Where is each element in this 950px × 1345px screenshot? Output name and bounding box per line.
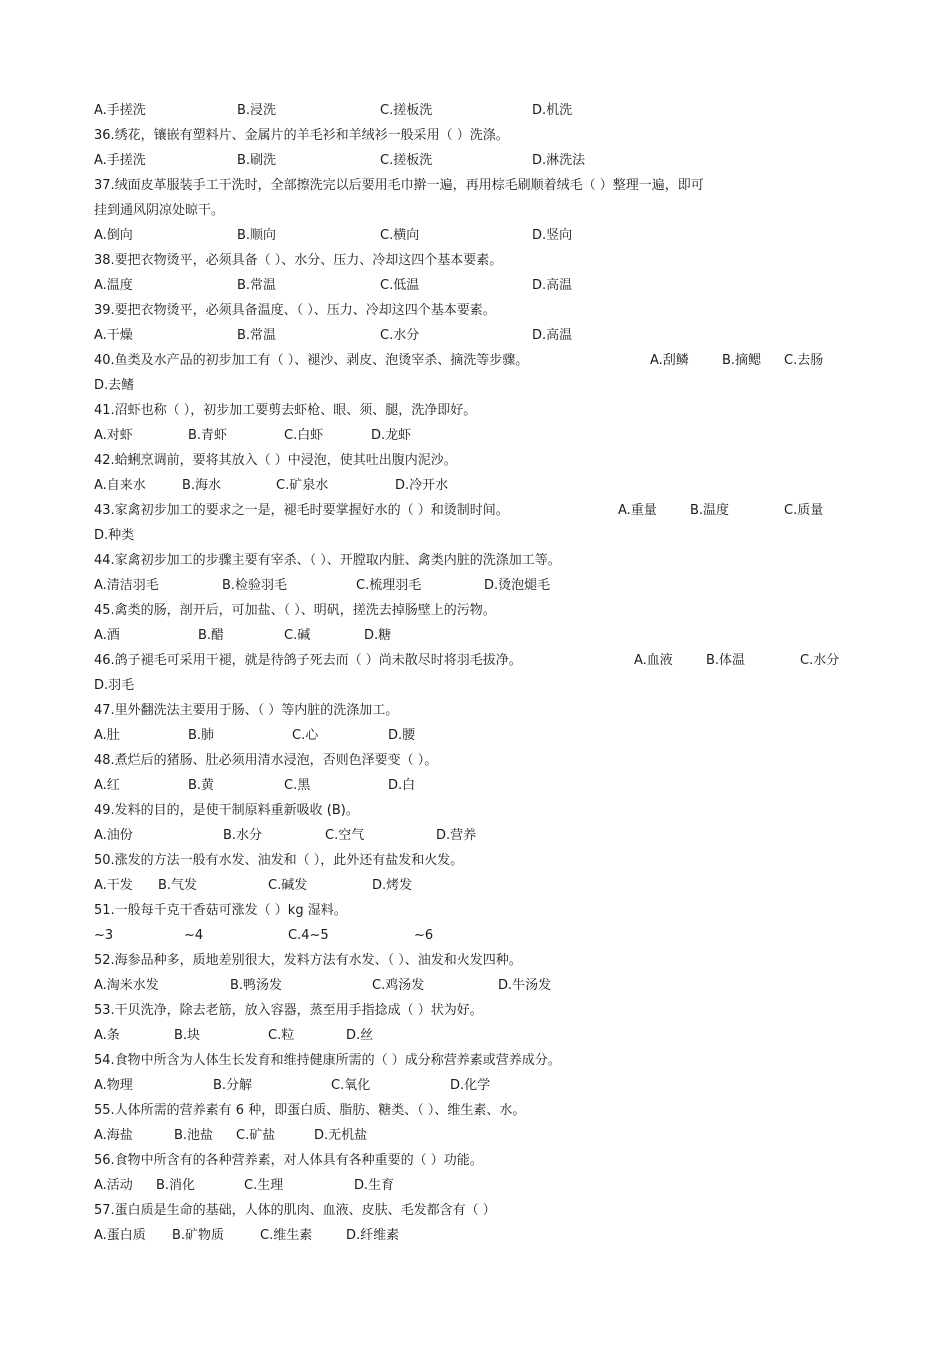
answer-option: C.搓板洗: [380, 153, 433, 168]
answer-option: C.梳理羽毛: [356, 578, 422, 593]
answer-option: C.矿盐: [236, 1128, 276, 1143]
question-text: 44.家禽初步加工的步骤主要有宰杀、（ ）、开膛取内脏、禽类内脏的洗涤加工等。: [94, 553, 561, 568]
options-row: [94, 1223, 854, 1248]
answer-option: D.去鳍: [94, 378, 135, 393]
answer-option: D.冷开水: [395, 478, 449, 493]
options-row: [94, 323, 854, 348]
options-row: [94, 623, 854, 648]
answer-option: D.淋洗法: [532, 153, 586, 168]
options-row: [94, 1173, 854, 1198]
answer-option: C.水分: [380, 328, 420, 343]
question-line: [94, 1198, 854, 1223]
answer-option: C.生理: [244, 1178, 284, 1193]
question-text: 56.食物中所含有的各种营养素，对人体具有各种重要的（ ）功能。: [94, 1153, 483, 1168]
options-row: [94, 148, 854, 173]
options-row: [94, 373, 854, 398]
options-row: [94, 973, 854, 998]
question-text: 40.鱼类及水产品的初步加工有（ ）、褪沙、剥皮、泡烫宰杀、摘洗等步骤。: [94, 353, 529, 368]
options-row: [94, 223, 854, 248]
question-line: [94, 498, 854, 523]
answer-option: D.腰: [388, 728, 416, 743]
options-row: [94, 273, 854, 298]
question-text: 46.鸽子褪毛可采用干褪，就是待鸽子死去而（ ）尚未散尽时将羽毛拔净。: [94, 653, 522, 668]
question-line: [94, 1148, 854, 1173]
answer-option: D.白: [388, 778, 416, 793]
answer-option: A.手搓洗: [94, 103, 146, 118]
answer-option: B.海水: [182, 478, 222, 493]
question-line: [94, 198, 854, 223]
answer-option: C.氧化: [331, 1078, 371, 1093]
answer-option: D.营养: [436, 828, 477, 843]
answer-option: B.气发: [158, 878, 198, 893]
question-text: 51.一般每千克干香菇可涨发（ ）kg 湿料。: [94, 903, 347, 918]
answer-option: B.浸洗: [237, 103, 277, 118]
answer-option: A.对虾: [94, 428, 133, 443]
answer-option: C.粒: [268, 1028, 295, 1043]
answer-option: D.高温: [532, 328, 573, 343]
answer-option: D.烫泡煺毛: [484, 578, 551, 593]
answer-option: D.机洗: [532, 103, 573, 118]
options-row: [94, 1073, 854, 1098]
answer-option: B.消化: [156, 1178, 196, 1193]
answer-option: B.温度: [690, 503, 730, 518]
question-text: 47.里外翻洗法主要用于肠、（ ）等内脏的洗涤加工。: [94, 703, 399, 718]
answer-option: C.水分: [800, 653, 840, 668]
answer-option: D.竖向: [532, 228, 573, 243]
question-text: 42.蛤蜊烹调前，要将其放入（ ）中浸泡，使其吐出腹内泥沙。: [94, 453, 457, 468]
answer-option: D.糖: [364, 628, 392, 643]
answer-option: A.自来水: [94, 478, 146, 493]
answer-option: ~4: [184, 928, 204, 943]
options-row: [94, 523, 854, 548]
answer-option: C.黑: [284, 778, 311, 793]
options-row: [94, 98, 854, 123]
answer-option: D.丝: [346, 1028, 374, 1043]
answer-option: C.横向: [380, 228, 420, 243]
answer-option: D.化学: [450, 1078, 491, 1093]
question-text: 52.海参品种多，质地差别很大，发料方法有水发、（ ）、油发和火发四种。: [94, 953, 522, 968]
options-row: [94, 573, 854, 598]
options-row: [94, 473, 854, 498]
answer-option: B.醋: [198, 628, 225, 643]
answer-option: C.心: [292, 728, 319, 743]
question-line: [94, 898, 854, 923]
answer-option: C.去肠: [784, 353, 824, 368]
question-line: [94, 1098, 854, 1123]
answer-option: A.手搓洗: [94, 153, 146, 168]
question-text: 39.要把衣物烫平，必须具备温度、（ ）、压力、冷却这四个基本要素。: [94, 303, 496, 318]
answer-option: B.水分: [223, 828, 263, 843]
answer-option: A.条: [94, 1028, 120, 1043]
answer-option: A.清洁羽毛: [94, 578, 159, 593]
options-row: [94, 923, 854, 948]
question-line: [94, 173, 854, 198]
answer-option: B.池盐: [174, 1128, 214, 1143]
question-line: [94, 1048, 854, 1073]
answer-option: C.质量: [784, 503, 824, 518]
answer-option: D.烤发: [372, 878, 413, 893]
options-row: [94, 1123, 854, 1148]
options-row: [94, 773, 854, 798]
answer-option: D.纤维素: [346, 1228, 400, 1243]
question-line: [94, 598, 854, 623]
answer-option: B.块: [174, 1028, 201, 1043]
answer-option: A.倒向: [94, 228, 133, 243]
answer-option: B.刷洗: [237, 153, 277, 168]
question-text: 50.涨发的方法一般有水发、油发和（ ），此外还有盐发和火发。: [94, 853, 464, 868]
answer-option: A.红: [94, 778, 120, 793]
answer-option: B.体温: [706, 653, 746, 668]
question-text: 38.要把衣物烫平，必须具备（ ）、水分、压力、冷却这四个基本要素。: [94, 253, 503, 268]
answer-option: B.摘鳃: [722, 353, 762, 368]
options-row: [94, 423, 854, 448]
question-line: [94, 548, 854, 573]
question-text: 55.人体所需的营养素有 6 种，即蛋白质、脂肪、糖类、（ ）、维生素、水。: [94, 1103, 526, 1118]
question-text: 57.蛋白质是生命的基础，人体的肌肉、血液、皮肤、毛发都含有（ ）: [94, 1203, 496, 1218]
answer-option: A.酒: [94, 628, 120, 643]
exam-page: [94, 98, 854, 1248]
question-text: 45.禽类的肠，剖开后，可加盐、（ ）、明矾，搓洗去掉肠壁上的污物。: [94, 603, 496, 618]
answer-option: A.温度: [94, 278, 133, 293]
answer-option: B.黄: [188, 778, 215, 793]
question-line: [94, 998, 854, 1023]
question-line: [94, 248, 854, 273]
answer-option: D.龙虾: [371, 428, 412, 443]
question-line: [94, 748, 854, 773]
question-text: 49.发料的目的，是使干制原料重新吸收 (B)。: [94, 803, 359, 818]
answer-option: D.生育: [354, 1178, 395, 1193]
answer-option: A.活动: [94, 1178, 133, 1193]
answer-option: B.常温: [237, 328, 277, 343]
answer-option: A.血液: [634, 653, 673, 668]
answer-option: C.4~5: [288, 928, 329, 943]
question-line: [94, 648, 854, 673]
answer-option: A.淘米水发: [94, 978, 159, 993]
answer-option: B.顺向: [237, 228, 277, 243]
answer-option: D.牛汤发: [498, 978, 552, 993]
answer-option: C.矿泉水: [276, 478, 329, 493]
answer-option: B.鸭汤发: [230, 978, 283, 993]
question-line: [94, 798, 854, 823]
answer-option: A.海盐: [94, 1128, 133, 1143]
question-text: 41.沼虾也称（ ），初步加工要剪去虾枪、眼、须、腿，洗净即好。: [94, 403, 477, 418]
question-text: 43.家禽初步加工的要求之一是，褪毛时要掌握好水的（ ）和烫制时间。: [94, 503, 509, 518]
question-line: [94, 398, 854, 423]
answer-option: A.干燥: [94, 328, 133, 343]
answer-option: B.检验羽毛: [222, 578, 288, 593]
answer-option: A.干发: [94, 878, 133, 893]
answer-option: ~6: [414, 928, 434, 943]
answer-option: A.肚: [94, 728, 120, 743]
answer-option: C.维生素: [260, 1228, 313, 1243]
question-text: 54.食物中所含为人体生长发育和维持健康所需的（ ）成分称营养素或营养成分。: [94, 1053, 561, 1068]
answer-option: B.常温: [237, 278, 277, 293]
answer-option: C.空气: [325, 828, 365, 843]
answer-option: D.高温: [532, 278, 573, 293]
question-text: 挂到通风阴凉处晾干。: [94, 203, 225, 218]
answer-option: B.分解: [213, 1078, 253, 1093]
answer-option: D.种类: [94, 528, 135, 543]
answer-option: B.肺: [188, 728, 215, 743]
question-line: [94, 123, 854, 148]
question-text: 37.绒面皮革服装手工干洗时，全部擦洗完以后要用毛巾擀一遍，再用棕毛刷顺着绒毛（ ）整理一遍，即可: [94, 178, 704, 193]
answer-option: C.鸡汤发: [372, 978, 425, 993]
answer-option: B.青虾: [188, 428, 228, 443]
question-line: [94, 698, 854, 723]
answer-option: C.碱发: [268, 878, 308, 893]
question-text: 48.煮烂后的猪肠、肚必须用清水浸泡，否则色泽要变（ ）。: [94, 753, 438, 768]
question-line: [94, 948, 854, 973]
answer-option: C.搓板洗: [380, 103, 433, 118]
question-line: [94, 298, 854, 323]
options-row: [94, 673, 854, 698]
question-line: [94, 348, 854, 373]
question-line: [94, 448, 854, 473]
options-row: [94, 723, 854, 748]
answer-option: ~3: [94, 928, 114, 943]
options-row: [94, 873, 854, 898]
answer-option: A.重量: [618, 503, 657, 518]
answer-option: A.蛋白质: [94, 1228, 146, 1243]
answer-option: B.矿物质: [172, 1228, 225, 1243]
options-row: [94, 823, 854, 848]
answer-option: A.刮鳞: [650, 353, 689, 368]
question-text: 53.干贝洗净，除去老筋，放入容器，蒸至用手指捻成（ ）状为好。: [94, 1003, 483, 1018]
question-line: [94, 848, 854, 873]
answer-option: C.碱: [284, 628, 311, 643]
answer-option: A.油份: [94, 828, 133, 843]
answer-option: C.白虾: [284, 428, 324, 443]
answer-option: A.物理: [94, 1078, 133, 1093]
answer-option: D.无机盐: [314, 1128, 368, 1143]
options-row: [94, 1023, 854, 1048]
answer-option: C.低温: [380, 278, 420, 293]
question-text: 36.绣花，镶嵌有塑料片、金属片的羊毛衫和羊绒衫一般采用（ ）洗涤。: [94, 128, 509, 143]
answer-option: D.羽毛: [94, 678, 135, 693]
